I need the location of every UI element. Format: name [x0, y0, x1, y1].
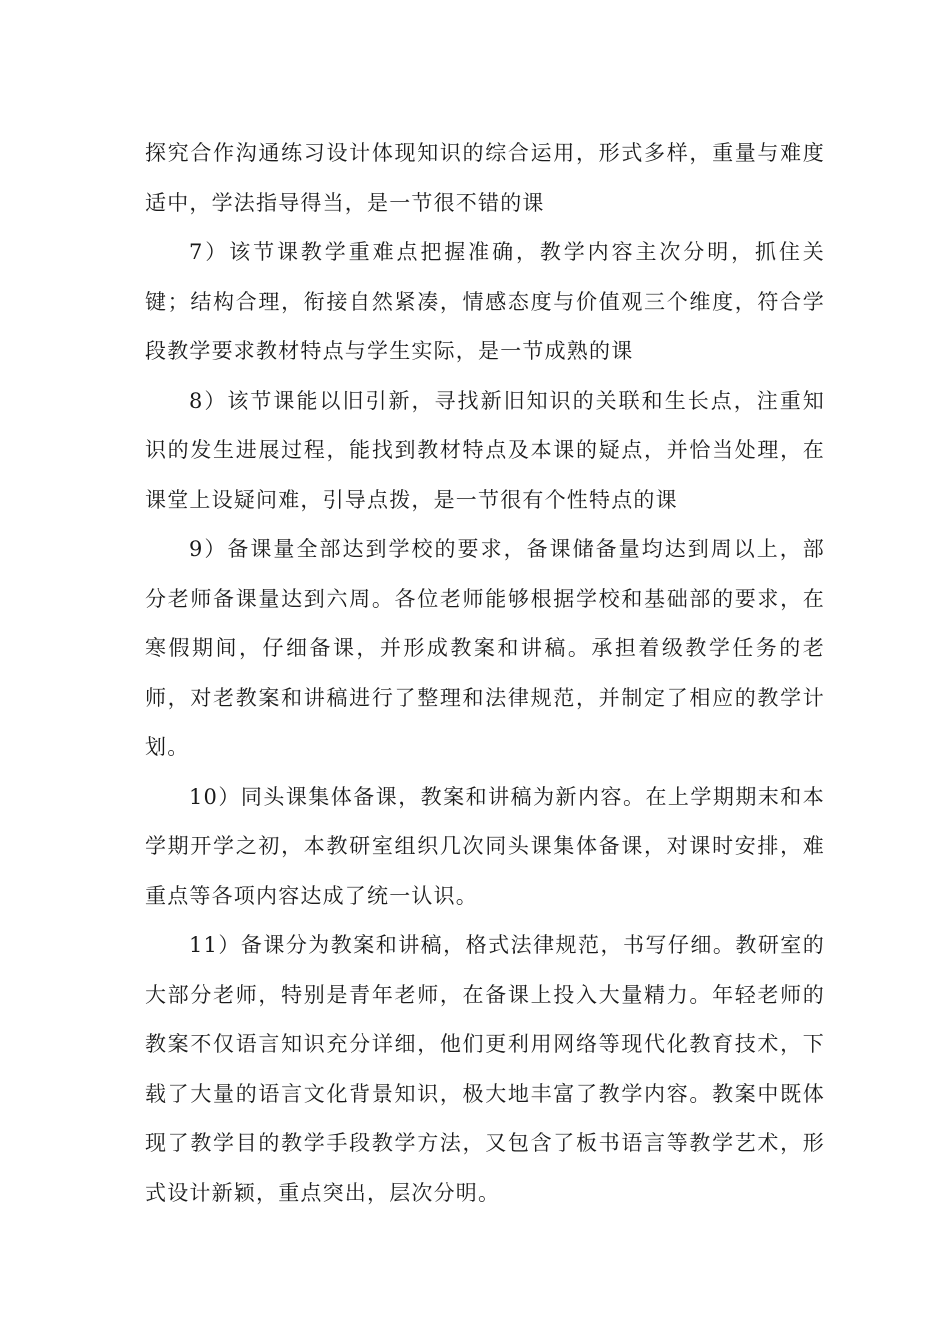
paragraph-item-7: 7）该节课教学重难点把握准确，教学内容主次分明，抓住关键；结构合理，衔接自然紧凑，情感态度与价值观三个维度，符合学段教学要求教材特点与学生实际，是一节成熟的课 [145, 240, 825, 363]
paragraph-intro-continuation: 探究合作沟通练习设计体现知识的综合运用，形式多样，重量与难度适中，学法指导得当，是一节很不错的课 [145, 141, 825, 215]
paragraph-item-9: 9）备课量全部达到学校的要求，备课储备量均达到周以上，部分老师备课量达到六周。各位老师能够根据学校和基础部的要求，在寒假期间，仔细备课，并形成教案和讲稿。承担着级教学任务的老师，对老教案和讲稿进行了整理和法律规范，并制定了相应的教学计划。 [145, 537, 825, 759]
paragraph-item-11: 11）备课分为教案和讲稿，格式法律规范，书写仔细。教研室的大部分老师，特别是青年老师，在备课上投入大量精力。年轻老师的教案不仅语言知识充分详细，他们更利用网络等现代化教育技术，下载了大量的语言文化背景知识，极大地丰富了教学内容。教案中既体现了教学目的教学手段教学方法，又包含了板书语言等教学艺术，形式设计新颖，重点突出，层次分明。 [145, 933, 825, 1205]
paragraph-item-10: 10）同头课集体备课，教案和讲稿为新内容。在上学期期末和本学期开学之初，本教研室组织几次同头课集体备课，对课时安排，难重点等各项内容达成了统一认识。 [145, 784, 825, 908]
paragraph-item-8: 8）该节课能以旧引新，寻找新旧知识的关联和生长点，注重知识的发生进展过程，能找到教材特点及本课的疑点，并恰当处理，在课堂上设疑问难，引导点拨，是一节很有个性特点的课 [145, 388, 825, 512]
document-body [145, 129, 825, 1218]
